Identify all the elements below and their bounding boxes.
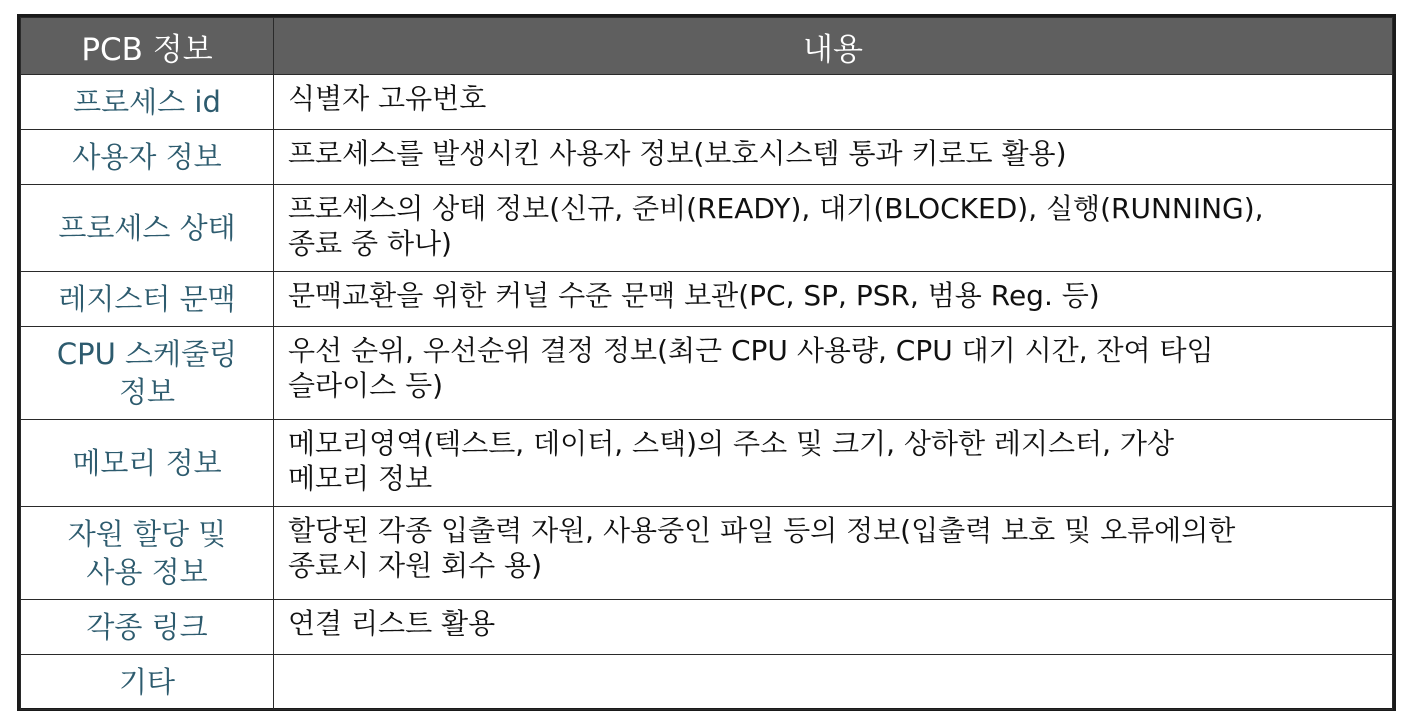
row-label: 메모리 정보 <box>21 420 274 507</box>
table-body <box>21 75 1393 710</box>
row-content: 우선 순위, 우선순위 결정 정보(최근 CPU 사용량, CPU 대기 시간, 잔여 타임 슬라이스 등) <box>274 327 1393 420</box>
table-row <box>21 185 1393 272</box>
row-content: 프로세스의 상태 정보(신규, 준비(READY), 대기(BLOCKED), 실행(RUNNING), 종료 중 하나) <box>274 185 1393 272</box>
table-row <box>21 655 1393 710</box>
table-row <box>21 420 1393 507</box>
row-content <box>274 655 1393 710</box>
table-row <box>21 75 1393 130</box>
row-content: 문맥교환을 위한 커널 수준 문맥 보관(PC, SP, PSR, 범용 Reg. 등) <box>274 272 1393 327</box>
table-row <box>21 600 1393 655</box>
header-content: 내용 <box>274 18 1393 75</box>
row-content: 메모리영역(텍스트, 데이터, 스택)의 주소 및 크기, 상하한 레지스터, 가상 메모리 정보 <box>274 420 1393 507</box>
row-label: 사용자 정보 <box>21 130 274 185</box>
table-row <box>21 327 1393 420</box>
pcb-info-table-frame <box>17 14 1396 711</box>
row-label: 자원 할당 및 사용 정보 <box>21 507 274 600</box>
table-row <box>21 507 1393 600</box>
row-content: 식별자 고유번호 <box>274 75 1393 130</box>
table-header <box>21 18 1393 75</box>
row-content: 프로세스를 발생시킨 사용자 정보(보호시스템 통과 키로도 활용) <box>274 130 1393 185</box>
row-label: 기타 <box>21 655 274 710</box>
table-row <box>21 130 1393 185</box>
header-pcb-info: PCB 정보 <box>21 18 274 75</box>
pcb-info-table <box>20 17 1393 710</box>
row-content: 연결 리스트 활용 <box>274 600 1393 655</box>
row-label: CPU 스케줄링 정보 <box>21 327 274 420</box>
row-content: 할당된 각종 입출력 자원, 사용중인 파일 등의 정보(입출력 보호 및 오류에의한 종료시 자원 회수 용) <box>274 507 1393 600</box>
table-row <box>21 272 1393 327</box>
row-label: 프로세스 id <box>21 75 274 130</box>
row-label: 각종 링크 <box>21 600 274 655</box>
header-row <box>21 18 1393 75</box>
row-label: 레지스터 문맥 <box>21 272 274 327</box>
row-label: 프로세스 상태 <box>21 185 274 272</box>
